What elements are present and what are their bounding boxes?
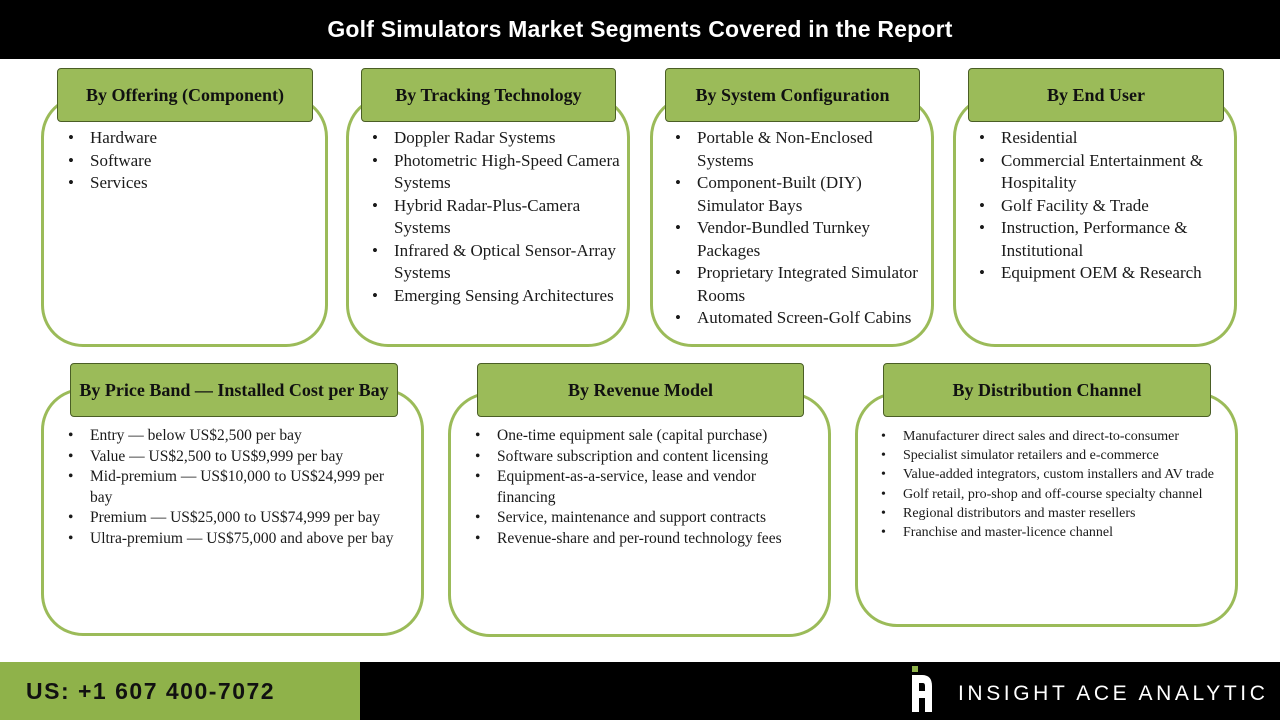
segment-list xyxy=(66,426,406,549)
segment-card-configuration xyxy=(650,95,934,347)
list-item: • Value-added integrators, custom installers and AV trade xyxy=(879,465,1219,484)
phone-number: US: +1 607 400-7072 xyxy=(26,677,276,704)
list-item: • Automated Screen-Golf Cabins xyxy=(673,307,925,330)
list-item: • Equipment-as-a-service, lease and vendor financing xyxy=(473,467,813,508)
segment-card-tracking xyxy=(346,95,630,347)
segment-list xyxy=(66,127,316,195)
list-item: • Services xyxy=(66,172,316,195)
list-item: • Infrared & Optical Sensor-Array Systems xyxy=(370,240,620,285)
list-item: • Software xyxy=(66,150,316,173)
list-item: • Specialist simulator retailers and e-commerce xyxy=(879,446,1219,465)
list-item: • Doppler Radar Systems xyxy=(370,127,620,150)
list-item: • Vendor-Bundled Turnkey Packages xyxy=(673,217,925,262)
segment-heading-offering: By Offering (Component) xyxy=(57,68,313,122)
list-item: • Ultra-premium — US$75,000 and above per bay xyxy=(66,529,406,550)
segment-list xyxy=(473,426,813,549)
list-item: • Regional distributors and master resellers xyxy=(879,504,1219,523)
segment-list xyxy=(879,427,1219,542)
segment-card-end-user xyxy=(953,95,1237,347)
list-item: • Manufacturer direct sales and direct-to-consumer xyxy=(879,427,1219,446)
brand-name: INSIGHT ACE ANALYTIC xyxy=(958,682,1269,705)
segment-heading-tracking: By Tracking Technology xyxy=(361,68,616,122)
list-item: • Component-Built (DIY) Simulator Bays xyxy=(673,172,925,217)
title-bar xyxy=(0,0,1280,59)
segment-heading-revenue-model: By Revenue Model xyxy=(477,363,804,417)
list-item: • Hybrid Radar-Plus-Camera Systems xyxy=(370,195,620,240)
list-item: • Golf retail, pro-shop and off-course specialty channel xyxy=(879,485,1219,504)
list-item: • Service, maintenance and support contracts xyxy=(473,508,813,529)
list-item: • Instruction, Performance & Institutional xyxy=(977,217,1225,262)
footer-contact xyxy=(0,662,360,720)
segment-heading-price-band: By Price Band — Installed Cost per Bay xyxy=(70,363,398,417)
segment-card-offering xyxy=(41,95,328,347)
list-item: • Commercial Entertainment & Hospitality xyxy=(977,150,1225,195)
list-item: • Residential xyxy=(977,127,1225,150)
list-item: • Portable & Non-Enclosed Systems xyxy=(673,127,925,172)
segment-list xyxy=(370,127,620,307)
insight-ace-logo-icon xyxy=(910,666,936,714)
segment-card-revenue-model xyxy=(448,392,831,637)
list-item: • One-time equipment sale (capital purchase) xyxy=(473,426,813,447)
list-item: • Golf Facility & Trade xyxy=(977,195,1225,218)
page-title: Golf Simulators Market Segments Covered in the Report xyxy=(327,16,953,42)
list-item: • Equipment OEM & Research xyxy=(977,262,1225,285)
list-item: • Software subscription and content licensing xyxy=(473,447,813,468)
list-item: • Revenue-share and per-round technology fees xyxy=(473,529,813,550)
list-item: • Emerging Sensing Architectures xyxy=(370,285,620,308)
segment-card-distribution xyxy=(855,392,1238,627)
footer-brand-bar xyxy=(360,662,1280,720)
segment-heading-end-user: By End User xyxy=(968,68,1224,122)
segment-heading-configuration: By System Configuration xyxy=(665,68,920,122)
list-item: • Entry — below US$2,500 per bay xyxy=(66,426,406,447)
segment-list xyxy=(977,127,1225,285)
list-item: • Mid-premium — US$10,000 to US$24,999 per bay xyxy=(66,467,406,508)
list-item: • Franchise and master-licence channel xyxy=(879,523,1219,542)
list-item: • Hardware xyxy=(66,127,316,150)
segment-heading-distribution: By Distribution Channel xyxy=(883,363,1211,417)
segment-list xyxy=(673,127,925,330)
list-item: • Proprietary Integrated Simulator Rooms xyxy=(673,262,925,307)
list-item: • Photometric High-Speed Camera Systems xyxy=(370,150,620,195)
list-item: • Value — US$2,500 to US$9,999 per bay xyxy=(66,447,406,468)
segment-card-price-band xyxy=(41,388,424,636)
list-item: • Premium — US$25,000 to US$74,999 per bay xyxy=(66,508,406,529)
